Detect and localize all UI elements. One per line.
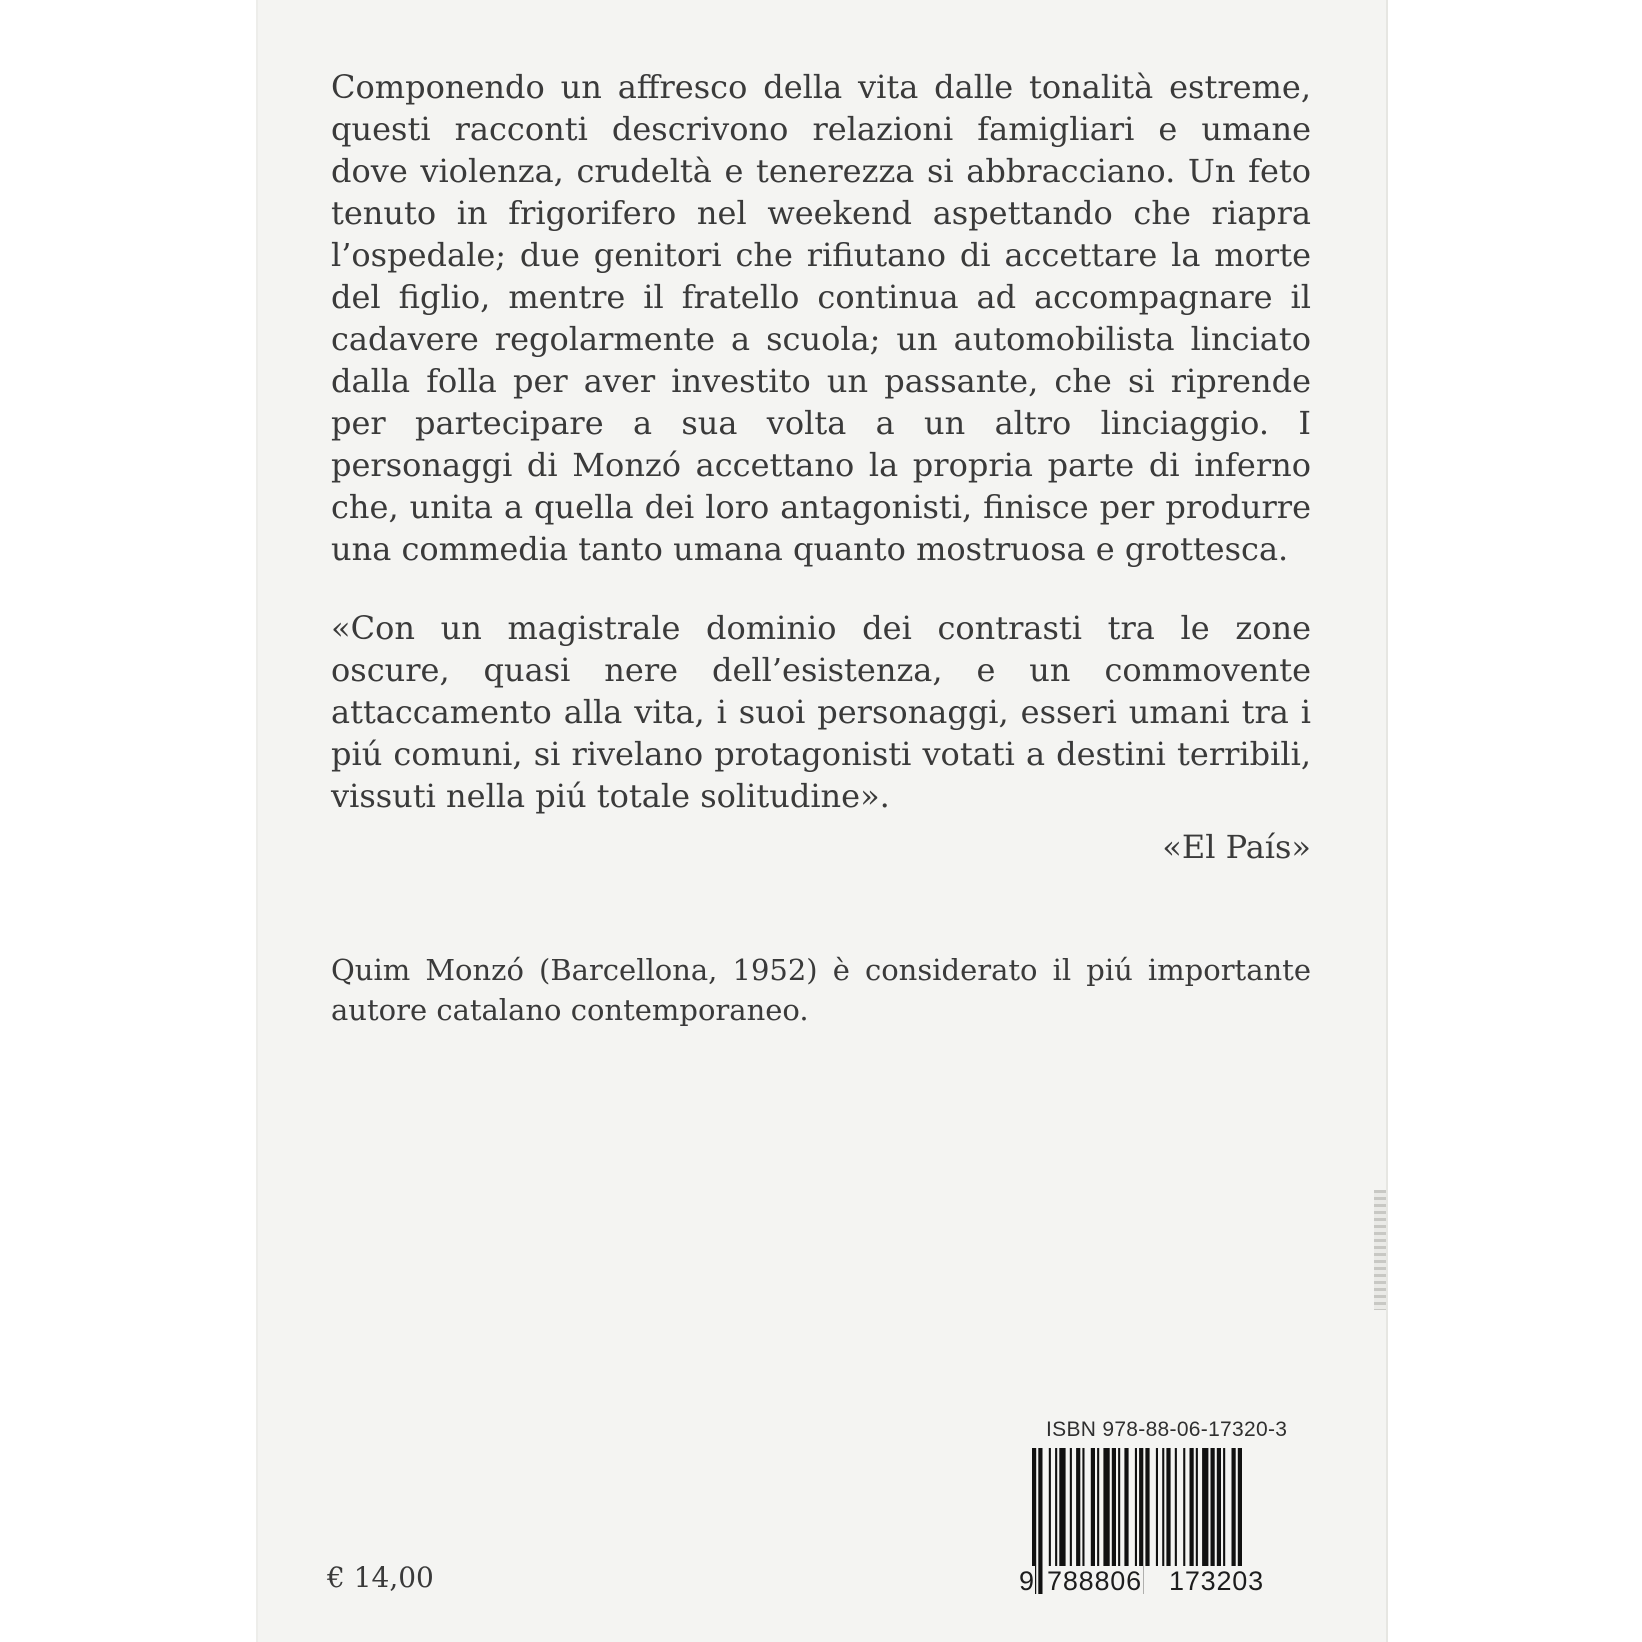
- barcode-bar: [1196, 1448, 1198, 1566]
- barcode-bar: [1118, 1448, 1120, 1566]
- barcode-bar: [1211, 1448, 1215, 1566]
- barcode-digits-left: 788806: [1047, 1566, 1142, 1596]
- cover-edge-texture: [1374, 1190, 1386, 1310]
- price-label: € 14,00: [327, 1561, 434, 1594]
- barcode-bar: [1070, 1448, 1072, 1566]
- barcode-bar: [1217, 1448, 1221, 1566]
- barcode-bar: [1097, 1448, 1099, 1566]
- barcode-bar: [1055, 1448, 1057, 1566]
- blurb-paragraph: Componendo un affresco della vita dalle tonalità estreme, questi racconti descrivono relazioni famigliari e umane dove violenza, crudeltà e tenerezza si abbracciano. Un feto tenuto in frigorifero nel weekend aspettando che riapra l’ospedale; due genitori che rifiutano di accettare la morte del figlio, mentre il fratello continua ad accompagnare il cadavere regolarmente a scuola; un automobilista linciato dalla folla per aver investito un passante, che si riprende per partecipare a sua volta a un altro linciaggio. I personaggi di Monzó accettano la propria parte di inferno che, unita a quella dei loro antagonisti, finisce per produrre una commedia tanto umana quanto mostruosa e grottesca.: [331, 68, 1311, 568]
- barcode-bar: [1103, 1448, 1109, 1566]
- isbn-label: ISBN 978-88-06-17320-3: [1046, 1418, 1288, 1441]
- barcode-bar: [1112, 1448, 1116, 1566]
- barcode-bar: [1076, 1448, 1080, 1566]
- review-source: «El País»: [1162, 828, 1311, 866]
- author-note: Quim Monzó (Barcellona, 1952) è considerato il piú importante autore catalano contemporaneo.: [331, 953, 1311, 1027]
- barcode-bar: [1183, 1448, 1185, 1566]
- barcode-digits: [1018, 1566, 1308, 1600]
- barcode-bar: [1124, 1448, 1128, 1566]
- barcode-bar: [1156, 1448, 1158, 1566]
- review-quote: «Con un magistrale dominio dei contrasti tra le zone oscure, quasi nere dell’esistenza, e un commovente attaccamento alla vita, i suoi personaggi, esseri umani tra i piú comuni, si rivelano protagonisti votati a destini terribili, vissuti nella piú totale solitudine».: [331, 609, 1311, 815]
- barcode-digits-right: 173203: [1169, 1566, 1264, 1596]
- barcode-digit-first: 9: [1019, 1566, 1035, 1596]
- barcode-bar: [1202, 1448, 1208, 1566]
- barcode-bar: [1059, 1448, 1065, 1566]
- barcode-bar: [1232, 1448, 1236, 1566]
- barcode-bar: [1223, 1448, 1225, 1566]
- barcode-bar: [1145, 1448, 1149, 1566]
- barcode-bar: [1166, 1448, 1170, 1566]
- barcode-bar: [1091, 1448, 1095, 1566]
- barcode-bar: [1190, 1448, 1194, 1566]
- barcode-bar: [1049, 1448, 1051, 1566]
- barcode-bar: [1175, 1448, 1177, 1566]
- barcode-bar: [1162, 1448, 1164, 1566]
- barcode-bar: [1082, 1448, 1084, 1566]
